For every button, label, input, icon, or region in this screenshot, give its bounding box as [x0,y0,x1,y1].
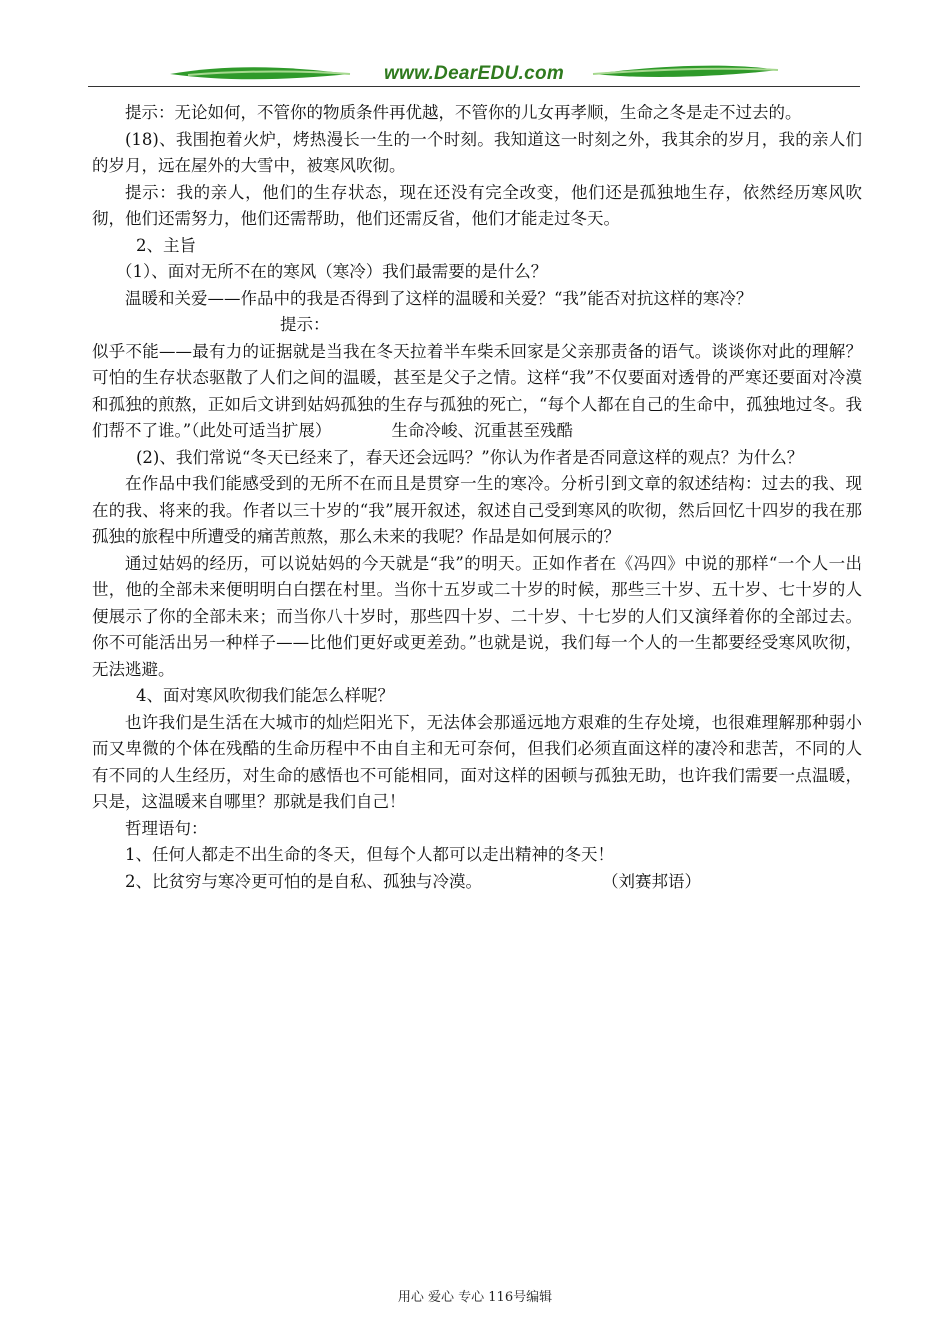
saying-2 [92,869,862,896]
site-logo-text: www.DearEDU.com [383,63,565,84]
page-footer: 用心 爱心 专心 116号编辑 [397,1290,553,1305]
question-4: 4、面对寒风吹彻我们能怎么样呢？ [136,686,394,705]
heading-philosophy: 哲理语句： [125,818,208,838]
saying-1: 1、任何人都走不出生命的冬天，但每个人都可以走出精神的冬天！ [125,845,614,864]
paragraph-warmth: 温暖和关爱——作品中的我是否得到了这样的温暖和关爱？“我”能否对抗这样的寒冷？ [125,288,753,308]
hint-label: 提示： [280,315,330,334]
heading-theme: 2、主旨 [136,235,196,255]
paragraph-hint-analysis [92,339,862,445]
paragraph-hint-2: 提示：我的亲人，他们的生存状态，现在还没有完全改变，他们还是孤独地生存，依然经历寒风吹彻，他们还需努力，他们还需帮助，他们还需反省，他们才能走过冬天。 [92,182,862,228]
document-body [92,100,862,895]
hint-summary: 生命冷峻、沉重甚至残酷 [391,421,573,440]
question-1: （1）、面对无所不在的寒风（寒冷）我们最需要的是什么？ [116,262,548,281]
paragraph-aunt: 通过姑妈的经历，可以说姑妈的今天就是“我”的明天。正如作者在《冯四》中说的那样“一个人一出世，他的全部未来便明明白白摆在村里。当你十五岁或二十岁的时候，那些三十岁、五十岁、七十岁的人便展示了你的全部未来；而当你八十岁时，那些四十岁、二十岁、十七岁的人们又演绎着你的全部过去。你不可能活出另一种样子——比他们更好或更差劲。”也就是说，我们每一个人的一生都要经受寒风吹彻，无法逃避。 [92,553,862,679]
saying-2-text: 2、比贫穷与寒冷更可怕的是自私、孤独与冷漠。 [125,871,482,891]
hint-analysis-text: 似乎不能——最有力的证据就是当我在冬天拉着半车柴禾回家是父亲那责备的语气。谈谈你对此的理解？可怕的生存状态驱散了人们之间的温暖，甚至是父子之情。这样“我”不仅要面对透骨的严寒还要面对冷漠和孤独的煎熬，正如后文讲到姑妈孤独的生存与孤独的死亡，“每个人都在自己的生命中，孤独地过冬。我们帮不了谁。”（此处可适当扩展） [92,341,862,440]
header-rule [88,86,860,87]
hint-label-line [92,312,862,339]
question-2: (2)、我们常说“冬天已经来了，春天还会远吗？”你认为作者是否同意这样的观点？为什么？ [136,447,804,467]
paragraph-narrative: 在作品中我们能感受到的无所不在而且是贯穿一生的寒冷。分析引到文章的叙述结构：过去的我、现在的我、将来的我。作者以三十岁的“我”展开叙述，叙述自己受到寒风的吹彻，然后回忆十四岁的我在那孤独的旅程中所遭受的痛苦煎熬，那么未来的我呢？作品是如何展示的？ [92,474,862,546]
saying-2-attribution: （刘赛邦语） [602,871,701,891]
paragraph-conclusion: 也许我们是生活在大城市的灿烂阳光下，无法体会那遥远地方艰难的生存处境，也很难理解那种弱小而又卑微的个体在残酷的生命历程中不由自主和无可奈何，但我们必须直面这样的凄冷和悲苦，不同的人有不同的人生经历，对生命的感悟也不可能相同，面对这样的困顿与孤独无助，也许我们需要一点温暖，只是，这温暖来自哪里？那就是我们自己！ [92,712,862,811]
paragraph-hint-1: 提示：无论如何，不管你的物质条件再优越，不管你的儿女再孝顺，生命之冬是走不过去的。 [125,103,802,122]
paragraph-quote-18: (18)、我围抱着火炉，烤热漫长一生的一个时刻。我知道这一时刻之外，我其余的岁月，我的亲人们的岁月，远在屋外的大雪中，被寒风吹彻。 [92,129,862,175]
